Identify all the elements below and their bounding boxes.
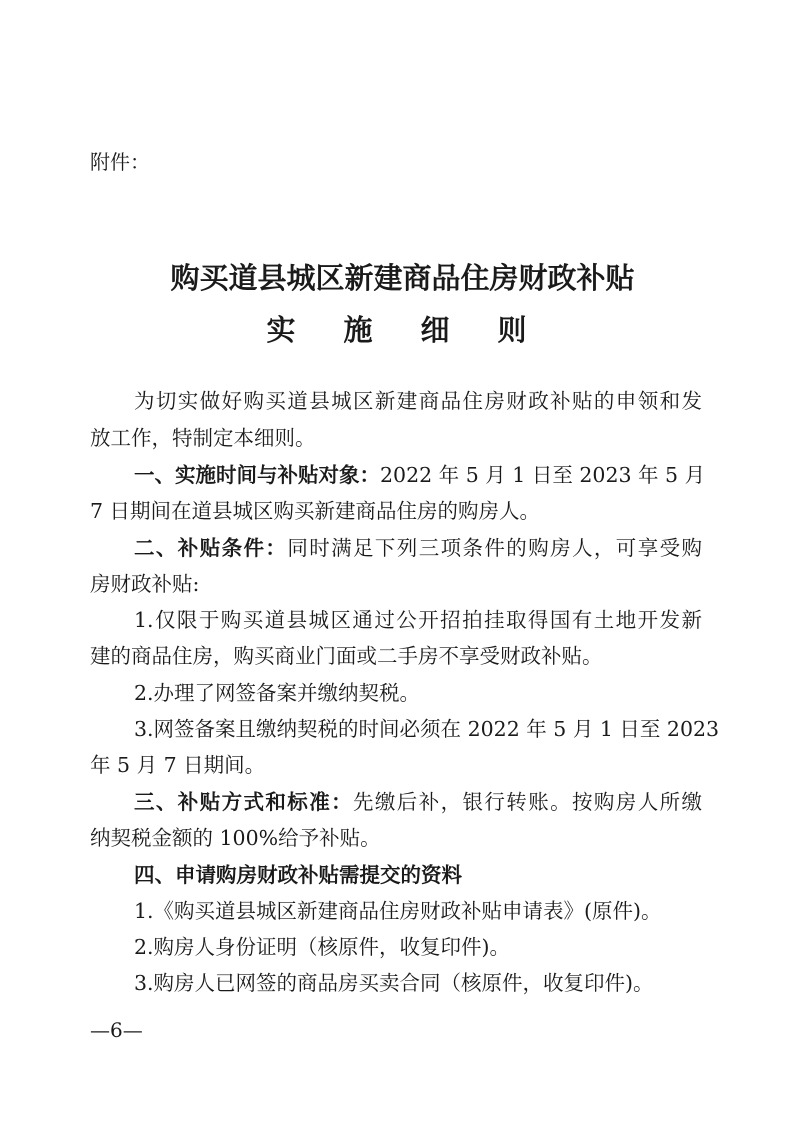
attachment-label: 附件：: [90, 150, 150, 174]
page-number: —6—: [90, 1018, 143, 1042]
section3-text: 先缴后补，银行转账。按购房人所缴: [353, 790, 702, 814]
intro-line1: 为切实做好购买道县城区新建商品住房财政补贴的申领和发: [134, 389, 702, 413]
section2-item1-line2: 建的商品住房，购买商业门面或二手房不享受财政补贴。: [90, 644, 603, 668]
section1-paragraph: [134, 461, 706, 489]
section3-line2: 纳契税金额的 100%给予补贴。: [90, 826, 381, 850]
section4-heading: 四、申请购房财政补贴需提交的资料: [134, 863, 462, 887]
document-title-line2: 实施细则: [266, 313, 575, 347]
section1-text: 2022 年 5 月 1 日至 2023 年 5 月: [380, 463, 706, 487]
section3-heading: 三、补贴方式和标准：: [134, 790, 353, 814]
intro-line2: 放工作，特制定本细则。: [90, 426, 316, 450]
section2-paragraph: [134, 534, 702, 562]
section4-item3: 3.购房人已网签的商品房买卖合同（核原件，收复印件)。: [134, 971, 654, 995]
section1-line2: 7 日期间在道县城区购买新建商品住房的购房人。: [90, 499, 541, 523]
section3-paragraph: [134, 788, 702, 816]
section2-item1-line1: 1.仅限于购买道县城区通过公开招拍挂取得国有土地开发新: [134, 608, 702, 632]
section2-text: 同时满足下列三项条件的购房人，可享受购: [287, 536, 703, 560]
section4-item1: 1.《购买道县城区新建商品住房财政补贴申请表》(原件)。: [134, 899, 662, 923]
section4-item2: 2.购房人身份证明（核原件，收复印件)。: [134, 935, 511, 959]
section2-item3-line2: 年 5 月 7 日期间。: [90, 753, 266, 777]
section1-heading: 一、实施时间与补贴对象：: [134, 463, 380, 487]
section2-line2: 房财政补贴:: [90, 572, 200, 596]
section2-item3-line1: 3.网签备案且缴纳契税的时间必须在 2022 年 5 月 1 日至 2023: [134, 717, 720, 741]
document-title-line1: 购买道县城区新建商品住房财政补贴: [170, 261, 635, 295]
section2-heading: 二、补贴条件：: [134, 536, 288, 560]
section2-item2: 2.办理了网签备案并缴纳契税。: [134, 681, 421, 705]
